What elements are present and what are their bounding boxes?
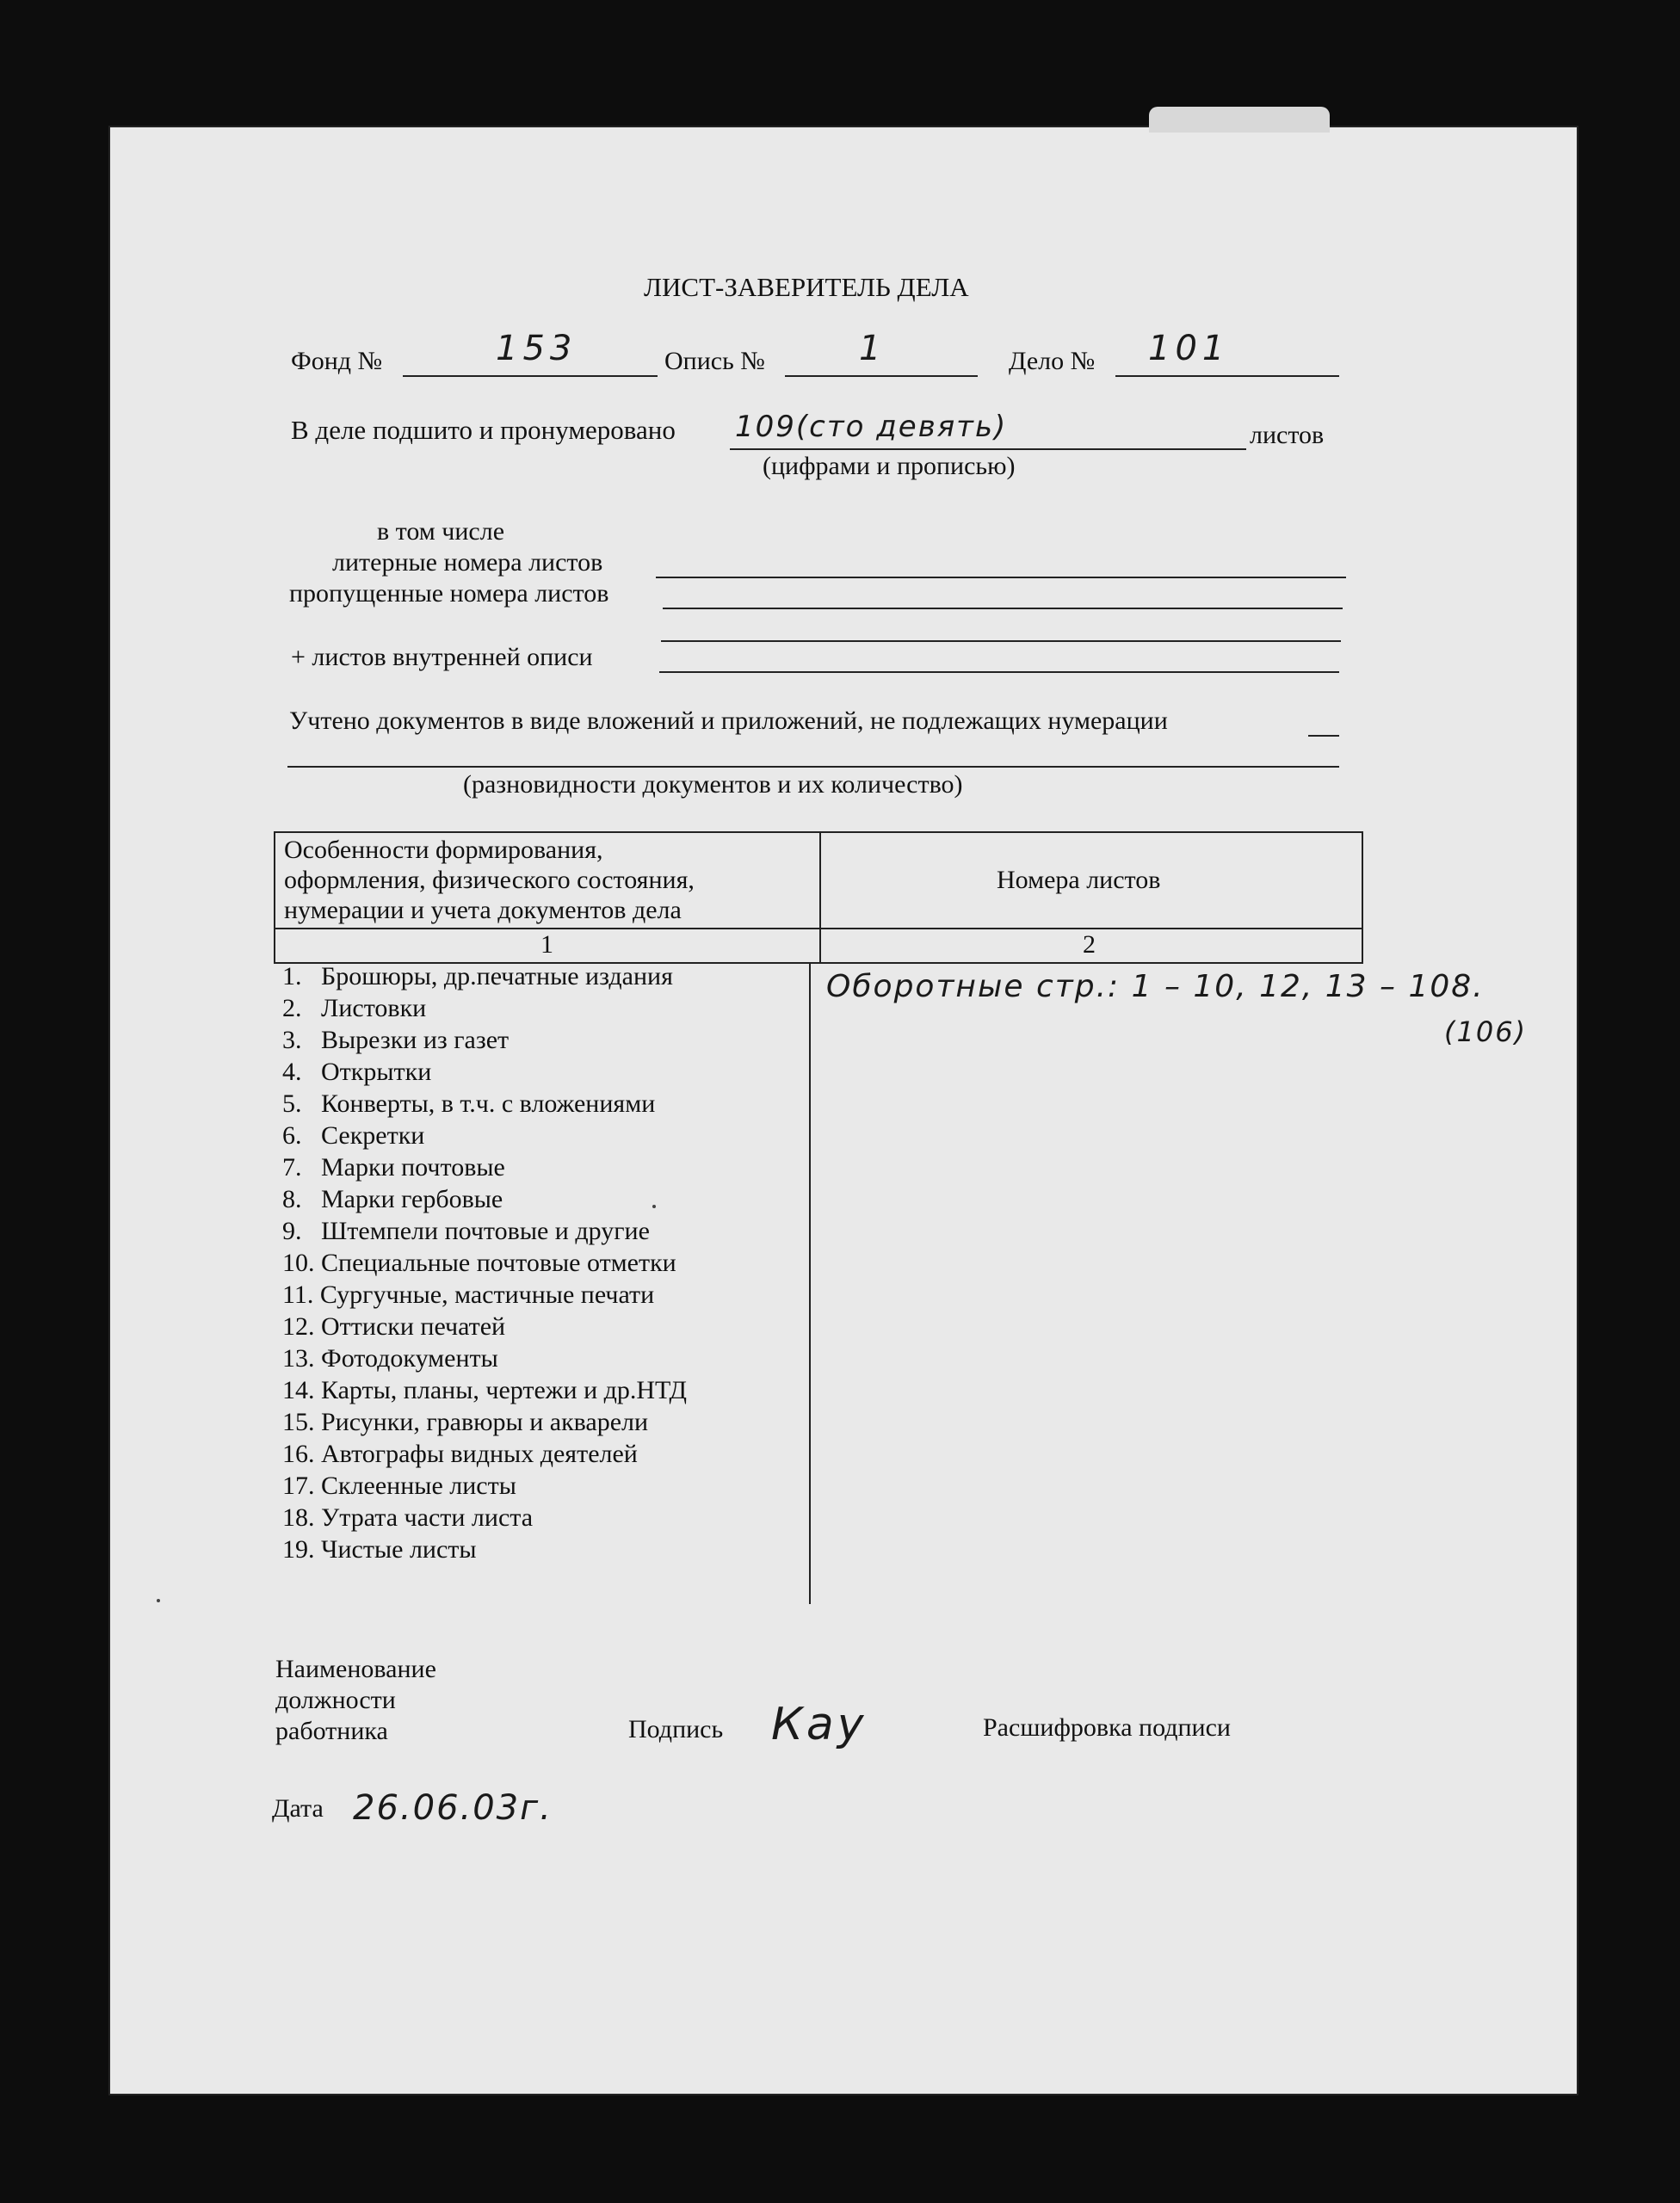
sheets-hint: (цифрами и прописью) [763,452,1016,480]
extra-line [661,640,1341,642]
missing-numbers-label: пропущенные номера листов [289,579,609,608]
attachments-label: Учтено документов в виде вложений и приложений, не подлежащих нумерации [289,707,1168,735]
paper-speck [157,1599,160,1602]
inner-inventory-label: + листов внутренней описи [291,643,593,671]
table-item-row: 16. Автографы видных деятелей [282,1440,638,1468]
position-label-line3: работника [275,1717,388,1745]
attachments-hint: (разновидности документов и их количество) [463,770,963,799]
delo-underline [1115,375,1339,377]
attachments-line [287,766,1339,768]
table-header-divider [274,928,1362,929]
including-label: в том числе [377,517,505,546]
table-header-col1-line2: оформления, физического состояния, [284,866,695,894]
sheets-label: В деле подшито и пронумеровано [291,415,676,445]
table-item-row: 4. Открытки [282,1058,432,1086]
opis-label: Опись № [664,347,765,375]
inner-inventory-line [659,671,1339,673]
table-header-col1-line3: нумерации и учета документов дела [284,896,682,924]
fond-value: 153 [496,329,578,368]
table-header-col2: Номера листов [997,866,1161,894]
table-item-row: 19. Чистые листы [282,1535,477,1564]
table-item-row: 9. Штемпели почтовые и другие [282,1217,650,1245]
fond-label: Фонд № [291,347,383,375]
table-item-row: 10. Специальные почтовые отметки [282,1249,676,1277]
table-item-row: 2. Листовки [282,994,427,1022]
page-title: ЛИСТ-ЗАВЕРИТЕЛЬ ДЕЛА [644,272,969,302]
date-value: 26.06.03г. [353,1788,553,1828]
table-item-list [282,960,687,1565]
table-item-row: 3. Вырезки из газет [282,1026,510,1054]
table-item-row: 12. Оттиски печатей [282,1312,506,1341]
table-item-row: 5. Конверты, в т.ч. с вложениями [282,1089,656,1118]
signature-label: Подпись [628,1715,724,1743]
table-note-line1: Оборотные стр.: 1 – 10, 12, 13 – 108. [826,969,1485,1004]
delo-label: Дело № [1009,347,1096,375]
opis-underline [785,375,978,377]
date-label: Дата [272,1794,324,1823]
table-item-row: 14. Карты, планы, чертежи и др.НТД [282,1376,687,1404]
fond-underline [403,375,658,377]
sheets-value: 109(сто девять) [735,410,1008,444]
signature: Кау [771,1699,868,1750]
table-item-row: 18. Утрата части листа [282,1503,534,1532]
missing-numbers-line [663,608,1343,609]
table-item-row: 15. Рисунки, гравюры и акварели [282,1408,649,1436]
scanner-edge-mark [1149,107,1330,133]
position-label-line2: должности [275,1686,396,1714]
attachments-line-end [1308,735,1339,737]
table-body-col-divider [809,962,811,1604]
table-item-row: 1. Брошюры, др.печатные издания [282,962,673,990]
table-item-row: 17. Склеенные листы [282,1472,516,1500]
letter-numbers-label: литерные номера листов [332,548,603,577]
delo-value: 101 [1148,329,1230,368]
signature-decoding-label: Расшифровка подписи [983,1713,1231,1742]
table-item-row: 6. Секретки [282,1121,425,1150]
table-note-line2: (106) [1444,1015,1528,1048]
table-item-row: 8. Марки гербовые [282,1185,503,1213]
letter-numbers-line [656,577,1346,578]
paper-speck [652,1205,656,1208]
document-page [110,127,1577,2094]
sheets-underline [730,448,1246,450]
table-item-row: 13. Фотодокументы [282,1344,498,1373]
table-item-row: 7. Марки почтовые [282,1153,505,1182]
table-col2-number: 2 [1083,930,1096,959]
sheets-suffix: листов [1250,421,1325,449]
table-header-col1-line1: Особенности формирования, [284,836,603,864]
opis-value: 1 [859,329,886,368]
table-col1-number: 1 [540,930,553,959]
table-header-col-divider [819,831,821,962]
table-item-row: 11. Сургучные, мастичные печати [282,1280,655,1309]
position-label-line1: Наименование [275,1655,436,1683]
